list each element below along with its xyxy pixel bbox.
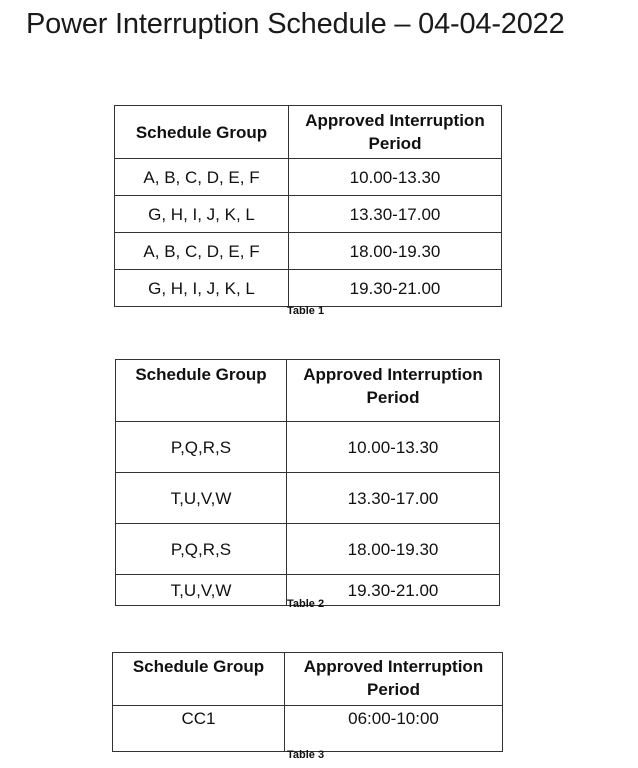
schedule-group-cell: T,U,V,W bbox=[116, 575, 287, 606]
table-row bbox=[115, 196, 502, 233]
table-header-row bbox=[113, 653, 503, 706]
schedule-table-2 bbox=[115, 359, 500, 606]
schedule-group-cell: T,U,V,W bbox=[116, 473, 287, 524]
interruption-period-cell: 13.30-17.00 bbox=[287, 473, 500, 524]
header-interruption-period: Approved Interruption Period bbox=[285, 653, 503, 706]
interruption-period-cell: 18.00-19.30 bbox=[289, 233, 502, 270]
table-header-row bbox=[116, 360, 500, 422]
interruption-period-cell: 19.30-21.00 bbox=[287, 575, 500, 606]
schedule-group-cell: P,Q,R,S bbox=[116, 524, 287, 575]
interruption-period-cell: 19.30-21.00 bbox=[289, 270, 502, 307]
schedule-table-1 bbox=[114, 105, 502, 307]
table-row bbox=[116, 524, 500, 575]
interruption-period-cell: 10.00-13.30 bbox=[289, 159, 502, 196]
table-row bbox=[115, 159, 502, 196]
table-header-row bbox=[115, 106, 502, 159]
schedule-group-cell: A, B, C, D, E, F bbox=[115, 159, 289, 196]
schedule-table-3 bbox=[112, 652, 503, 752]
interruption-period-cell: 10.00-13.30 bbox=[287, 422, 500, 473]
schedule-group-cell: G, H, I, J, K, L bbox=[115, 270, 289, 307]
schedule-group-cell: CC1 bbox=[113, 706, 285, 752]
interruption-period-cell: 18.00-19.30 bbox=[287, 524, 500, 575]
table-row bbox=[113, 706, 503, 752]
table-row bbox=[115, 233, 502, 270]
header-interruption-period: Approved Interruption Period bbox=[289, 106, 502, 159]
header-schedule-group: Schedule Group bbox=[115, 106, 289, 159]
table-row bbox=[116, 473, 500, 524]
schedule-group-cell: A, B, C, D, E, F bbox=[115, 233, 289, 270]
table-caption-2: Table 2 bbox=[287, 598, 325, 610]
page-title: Power Interruption Schedule – 04-04-2022 bbox=[26, 8, 565, 40]
table-caption-1: Table 1 bbox=[287, 305, 325, 317]
interruption-period-cell: 06:00-10:00 bbox=[285, 706, 503, 752]
table-row bbox=[116, 422, 500, 473]
header-schedule-group: Schedule Group bbox=[113, 653, 285, 706]
interruption-period-cell: 13.30-17.00 bbox=[289, 196, 502, 233]
table-row bbox=[115, 270, 502, 307]
header-interruption-period: Approved Interruption Period bbox=[287, 360, 500, 422]
header-schedule-group: Schedule Group bbox=[116, 360, 287, 422]
table-caption-3: Table 3 bbox=[287, 749, 325, 761]
schedule-group-cell: P,Q,R,S bbox=[116, 422, 287, 473]
schedule-group-cell: G, H, I, J, K, L bbox=[115, 196, 289, 233]
